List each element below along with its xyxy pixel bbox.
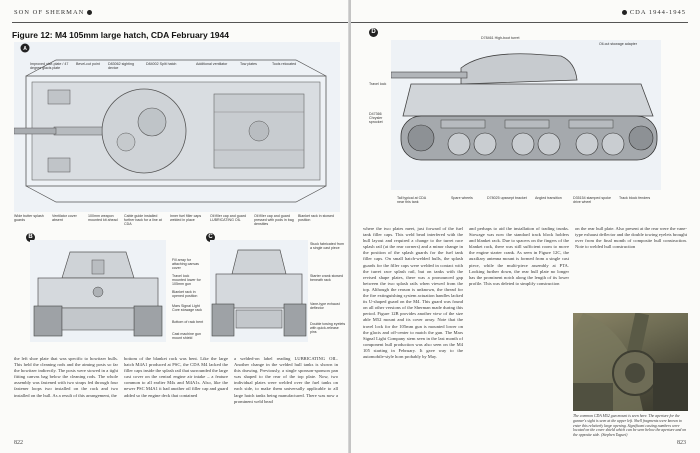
rear-turret	[232, 250, 286, 274]
folio-right: 823	[677, 440, 686, 446]
label-d-top-2: Oil-cut stowage adapter	[599, 42, 637, 46]
front-view-drawing	[30, 240, 166, 342]
label-bottom-4: Cable guide installed further back for a line at CDA	[124, 214, 162, 226]
running-head-right: CDA 1944-1945	[622, 9, 686, 16]
folio-left: 822	[14, 440, 23, 446]
photo-caption: The common CDA M52 gun mount is seen here. The aperture for the gunner's sight is seen at the upper left. Shell fragments were known to enter this relatively large opening. Significant casting numbers were located on the cover shield which can be seen below the aperture and on the opposite side. (Stephen Taguet)	[573, 414, 687, 438]
bullet-dot	[87, 10, 92, 15]
label-top-5: Additional ventilator	[196, 62, 228, 66]
bullet-dot	[622, 10, 627, 15]
label-c-4: Double towing eyelets with quick-release pins	[310, 322, 346, 334]
label-top-6: Tow plates	[240, 62, 257, 66]
idler-wheel	[629, 126, 653, 150]
label-top-3: D83062 sighting device	[108, 62, 134, 70]
label-bottom-2: Ventilator cover absent	[52, 214, 77, 222]
label-b-6: Cast machine gun mount shield	[172, 332, 201, 340]
figure-d-marker: D	[369, 28, 378, 37]
label-top-2: Bevel-cut point	[76, 62, 100, 66]
label-top-1: Improved vise-plate / 47 degree glacis plate	[30, 62, 69, 70]
right-track	[134, 306, 162, 336]
label-top-7: Tools relocated	[272, 62, 297, 66]
label-bottom-7: Oil filler cap and guard pressed with pods in bag densities	[254, 214, 294, 226]
label-b-5: Bottom of rack bent	[172, 320, 204, 324]
left-text-col-3: a welded-on label reading LUBRICATING OIL. Another change in the welded hull tanks is shown in this drawing. Previously, a single sponson-sponson pan was shaped to the rear of the top plate. Now, two individual plates were welded over the fuel tanks on each side, to make them universally applicable to all large hatch tanks being manufactured. There was now a prominent weld bead	[234, 356, 338, 404]
label-d-top-3: Travel lock	[369, 82, 387, 86]
right-text-col-3: on the rear hull plate. Also present at the rear were the vane-type exhaust deflector and the double towing eyelets brought over from the final month of composite hull construction. Note to welded hull construction	[575, 226, 687, 250]
right-page	[351, 0, 700, 453]
label-bottom-8: Blanket rack in stowed position	[298, 214, 334, 222]
label-d-bottom-1: Tall typical at CDA near this tank	[397, 196, 426, 204]
right-text-col-2: and perhaps to aid the installation of trading trunks. Stowage was now the standard track block holders and blanket rack. Due to spacers on the fingers of the blanket rack, there was still sufficient room to move the engine starter crank. As seen in Figure 12C, the auxiliary antenna mount is formed from a single cast piece, while the multi-piece assembly at PTA. Looking further down, the rear hull plate no longer has the prominent notch along the length of its lower profile. This was deleted to simplify construction	[469, 226, 569, 286]
label-c-1: Stuck fabricated from a single cast piece	[310, 242, 344, 250]
label-d-bottom-6: Track block fenders	[619, 196, 651, 200]
photo-content	[573, 313, 688, 411]
figure-b-marker: B	[26, 233, 35, 242]
label-d-bottom-4: Angled transition	[535, 196, 562, 200]
header-rule	[351, 22, 688, 23]
left-text-col-1: the left shoe plate that was specific to howitzer bulls. This held the cleaning rods and the aiming posts so far the howitzer indirectly. The posts were stowed in a tight fitting canvas bag below the cleaning rods. The whole assembly was fastened with two straps fed through four fastener loops two installed on the rack and two installed on the hull. As a result of this arrangement, the	[14, 356, 118, 398]
label-d-top-4: D47366 Chrysler sprocket	[369, 112, 383, 124]
right-text-col-1: where the two plates meet, just forward of the fuel tank filler caps. This weld bead interfered with the hull layout and required a change to the turret race splash rail (at the rear corners) and a minor change in the position of the splash guards for the fuel tank filler caps. On small hatch-welded hulls, the splash guards for the filler caps were welded in contact with the turret race splash rail, but on tanks with the revised shape plates, there was a pronounced gap between the two splash rails when viewed from the top. Although the reason is unknown, the thread for the fire extinguishing system actuation handles lacked its U-shaped guard on the M4. This guard was found on all other versions of the Sherman made during this period. Figure 12B provides another view of the size able M52 mount and its cover array. Note that the travel lock for the 105mm gun is mounted lower on the glacis and off-center to match the gun. The Mars Signal Light Company stem seen in the last month of component hull production was also seen on the M4 105 starting in February. It gave way to the automobile-style horn probably by May.	[363, 226, 463, 359]
rear-view-drawing	[210, 240, 308, 342]
left-page	[0, 0, 349, 453]
label-bottom-3: 100mm weapon mounted kit ahead	[88, 214, 118, 222]
header-rule	[12, 22, 349, 23]
label-top-4: D84002 Split hatch	[146, 62, 177, 66]
label-bottom-5: Inner fuel filler caps welded in place	[170, 214, 202, 222]
left-track	[34, 306, 62, 336]
left-text-col-2: bottom of the blanket rack was bent. Like the large hatch M4A1 produced at PSC, the CDA M4 lacked the filler caps inside the splash rail that surrounded the large cast cover on the central engine air intake – a feature common to all earlier M4s and M4A1s. Also, like the newer PSC M4A1 it had another oil filler cap and guard added so the engine deck that contained	[124, 356, 228, 398]
label-d-bottom-5: D35154 stamped spoke drive wheel	[573, 196, 611, 204]
label-b-4: Mars Signal Light Core stowage rack	[172, 304, 202, 312]
label-d-top-1: D78461 High-boot turret	[481, 36, 520, 40]
figure-title: Figure 12: M4 105mm large hatch, CDA February 1944	[12, 30, 229, 40]
label-c-3: Vane-type exhaust deflector	[310, 302, 340, 310]
label-d-bottom-2: Spare wheels	[451, 196, 473, 200]
side-hull	[403, 84, 653, 116]
label-b-2: Travel lock mounted lower for 105mm gun	[172, 274, 201, 286]
label-b-3: Blanket rack in opened position	[172, 290, 198, 298]
side-gun	[391, 72, 467, 78]
label-d-bottom-3: D78025 upswept bracket	[487, 196, 527, 200]
gun-mount-photo	[573, 313, 688, 411]
drive-sprocket	[408, 125, 434, 151]
figure-c-marker: C	[206, 233, 215, 242]
exhaust-deflector	[236, 310, 282, 328]
running-head-left: SON OF SHERMAN	[14, 9, 92, 16]
label-c-2: Starter crank stowed beneath rack	[310, 274, 343, 282]
label-bottom-1: Wide butter splash guards	[14, 214, 44, 222]
svg-text:A: A	[23, 46, 27, 52]
commander-hatch	[138, 108, 166, 136]
label-bottom-6: Oil filler cap and guard LUBRICATING OIL	[210, 214, 246, 222]
label-b-1: Fill array for attaching canvas cover	[172, 258, 199, 270]
side-view-drawing	[391, 40, 661, 190]
gun-barrel	[54, 127, 102, 135]
